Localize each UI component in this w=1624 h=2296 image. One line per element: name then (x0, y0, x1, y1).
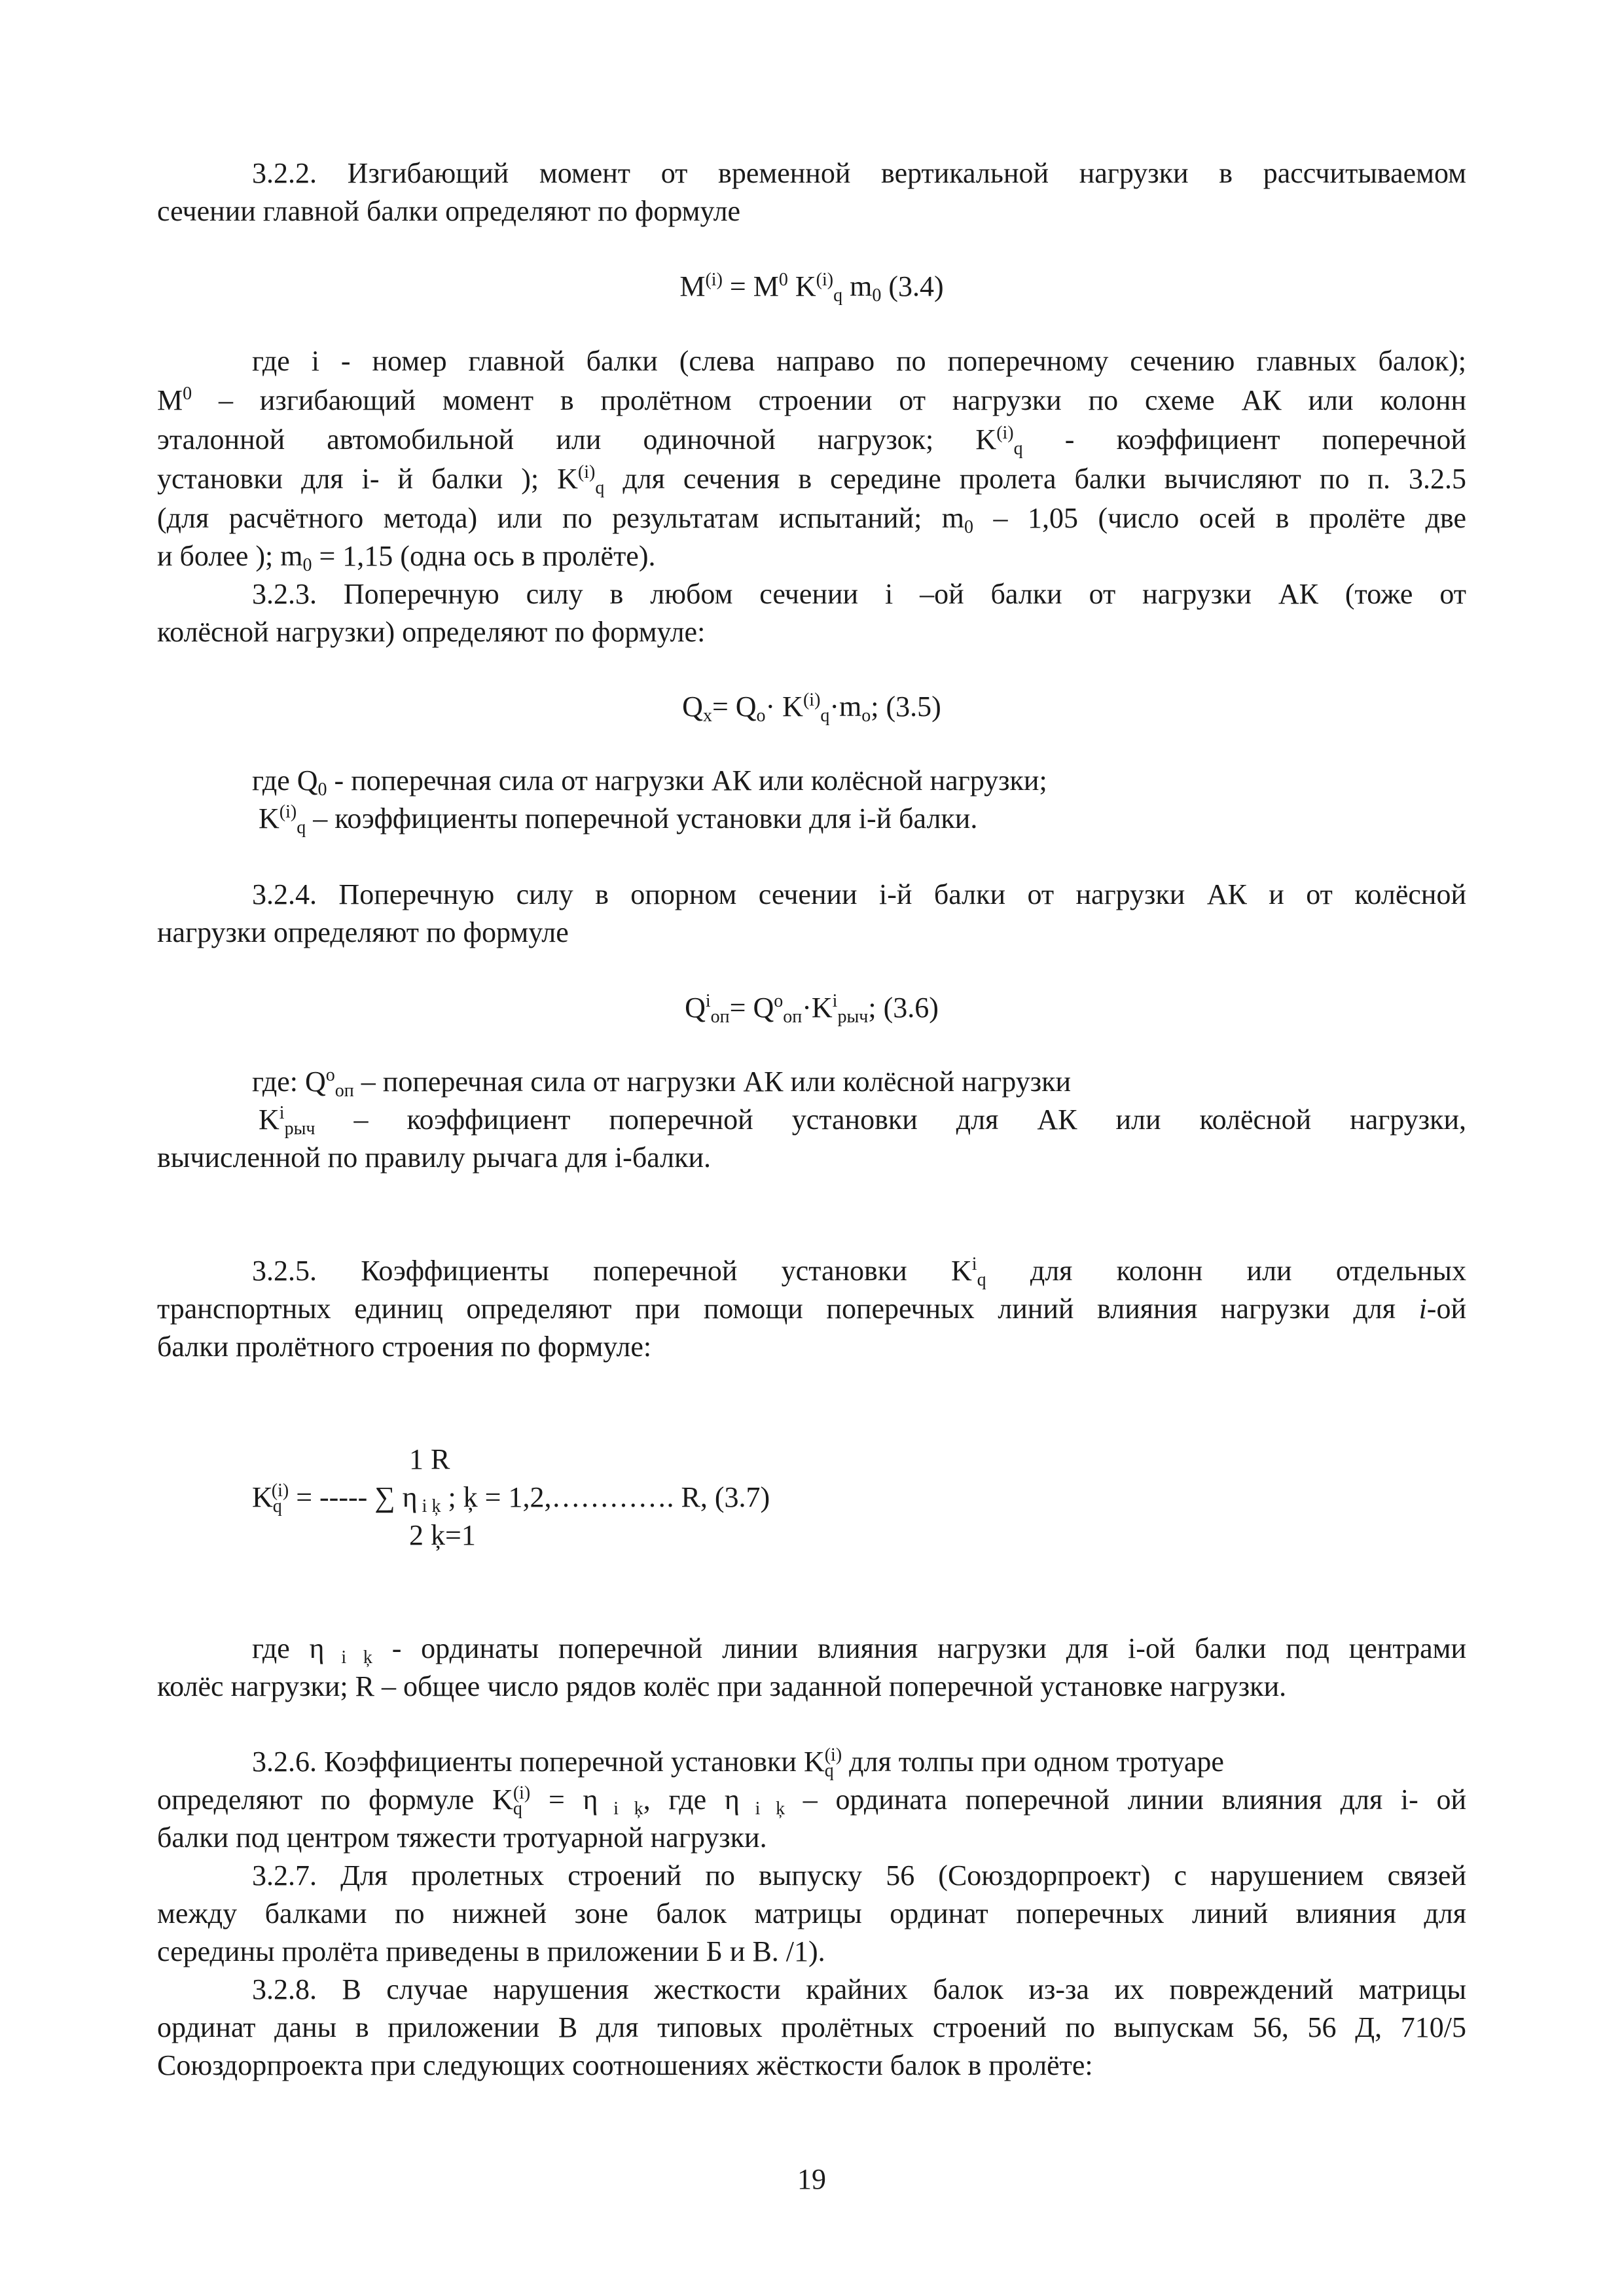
subscript: q (297, 817, 306, 838)
paragraph-3-2-2-line-1: 3.2.2. Изгибающий момент от временной вертикальной нагрузки в рассчитываемом (252, 157, 1466, 189)
subscript: i ķ (324, 1647, 372, 1668)
where-3-5-line-2 (259, 799, 977, 838)
superscript: 0 (778, 270, 788, 290)
text-run: ·K (802, 992, 833, 1024)
subscript: o (861, 706, 871, 726)
text-run: для сечения в середине пролета балки вычисляют по п. 3.2.5 (604, 463, 1466, 495)
text-run: и более ); m (157, 540, 303, 572)
text-run: ; ķ = 1,2,…………. R, (3.7) (441, 1481, 770, 1513)
subscript: q (595, 478, 605, 498)
text-run: Q (685, 992, 706, 1024)
subscript: оп (783, 1007, 803, 1027)
subscript: q (833, 285, 843, 306)
where-3-5-line-1 (252, 761, 1047, 800)
paragraph-3-2-5-line-1 (252, 1251, 1466, 1291)
where-3-4-line-1: где i - номер главной балки (слева направо по поперечному сечению главных балок); (252, 345, 1466, 377)
subscript: i ķ (417, 1496, 441, 1516)
text-run: эталонной автомобильной или одиночной нагрузок; K (157, 423, 997, 456)
formula-3-7 (252, 1478, 770, 1517)
text-run: ; (3.5) (871, 691, 941, 723)
where-3-7-line-1 (252, 1629, 1466, 1668)
subscript: q (513, 1799, 522, 1819)
superscript: (i) (705, 270, 723, 290)
subscript: q (820, 706, 830, 726)
text-run: K (259, 802, 280, 834)
text-run: -ой (1426, 1293, 1466, 1325)
paragraph-3-2-3-line-1: 3.2.3. Поперечную силу в любом сечении i –ой балки от нагрузки АК (тоже от (252, 578, 1466, 610)
subscript: o (756, 706, 766, 726)
paragraph-3-2-8-line-3: Союздорпроекта при следующих соотношениях жёсткости балок в пролёте: (157, 2049, 1093, 2081)
paragraph-3-2-7-line-1: 3.2.7. Для пролетных строений по выпуску 56 (Союздорпроект) с нарушением связей (252, 1859, 1466, 1892)
subscript: рыч (284, 1119, 316, 1139)
superscript: o (774, 991, 784, 1011)
superscript: i (705, 991, 711, 1011)
paragraph-3-2-5-line-2 (157, 1289, 1466, 1329)
text-run: K (252, 1481, 273, 1513)
subscript: q (824, 1761, 834, 1781)
superscript: (i) (996, 423, 1014, 443)
text-run: (3.4) (881, 270, 944, 302)
subscript: 0 (302, 555, 312, 575)
text-run: ; (3.6) (868, 992, 939, 1024)
text-run: , где η (643, 1784, 740, 1816)
superscript: (i) (513, 1783, 531, 1803)
formula-3-6 (157, 988, 1466, 1028)
where-3-4-line-4 (157, 459, 1466, 499)
text-run: – 1,05 (число осей в пролёте две (973, 502, 1466, 534)
text-run: где η (252, 1632, 325, 1664)
subscript: оп (710, 1007, 730, 1027)
text-run: (для расчётного метода) или по результатам испытаний; m (157, 502, 965, 534)
text-run: K (259, 1103, 280, 1136)
subscript: i ķ (598, 1799, 643, 1819)
where-3-6-line-2 (259, 1100, 1466, 1139)
text-run: = M (722, 270, 779, 302)
where-3-4-line-6 (157, 537, 1466, 576)
subscript: q (977, 1270, 986, 1290)
subscript: q (272, 1496, 282, 1516)
text-run: – коэффициенты поперечной установки для i-й балки. (306, 802, 978, 834)
superscript: (i) (577, 462, 596, 482)
subscript: x (702, 706, 712, 726)
paragraph-3-2-7-line-3: середины пролёта приведены в приложении Б и В. /1). (157, 1935, 825, 1967)
superscript: i (971, 1254, 977, 1274)
text-run: определяют по формуле K (157, 1784, 513, 1816)
text-run: ·m (829, 691, 862, 723)
text-run: – поперечная сила от нагрузки АК или колёсной нагрузки (353, 1066, 1072, 1098)
paragraph-3-2-6-line-2 (157, 1780, 1466, 1820)
text-run: = η (530, 1784, 598, 1816)
subscript: 0 (964, 517, 974, 537)
text-run: – коэффициент поперечной установки для АК или колёсной нагрузки, (315, 1103, 1466, 1136)
subscript: 0 (872, 285, 882, 306)
text-run: 3.2.6. Коэффициенты поперечной установки K (252, 1746, 825, 1778)
page-number: 19 (797, 2163, 826, 2195)
superscript: 0 (183, 384, 192, 404)
subscript: q (1013, 439, 1023, 459)
formula-3-7-lower-limit: 2 ķ=1 (409, 1519, 476, 1551)
subscript: оп (334, 1081, 354, 1101)
paragraph-3-2-4-line-1: 3.2.4. Поперечную силу в опорном сечении i-й балки от нагрузки АК и от колёсной (252, 878, 1466, 910)
text-run: для колонн или отдельных (986, 1255, 1466, 1287)
text-run: – ордината поперечной линии влияния для i- ой (785, 1784, 1467, 1816)
text-run: для толпы при одном тротуаре (842, 1746, 1224, 1778)
superscript: (i) (803, 690, 821, 710)
text-run: где: Q (252, 1066, 326, 1098)
text-run: = 1,15 (одна ось в пролёте). (312, 540, 656, 572)
paragraph-3-2-6-line-1 (252, 1742, 1224, 1782)
where-3-7-line-2: колёс нагрузки; R – общее число рядов колёс при заданной поперечной установке нагрузки. (157, 1670, 1287, 1702)
paragraph-3-2-8-line-1: 3.2.8. В случае нарушения жесткости крайних балок из-за их повреждений матрицы (252, 1973, 1466, 2005)
text-run: установки для i- й балки ); K (157, 463, 578, 495)
superscript: i (832, 991, 838, 1011)
text-run: - поперечная сила от нагрузки АК или колёсной нагрузки; (327, 764, 1047, 797)
paragraph-3-2-3-line-2: колёсной нагрузки) определяют по формуле: (157, 616, 706, 648)
text-run: - коэффициент поперечной (1022, 423, 1466, 456)
formula-3-5 (157, 687, 1466, 726)
text-run: транспортных единиц определяют при помощи поперечных линий влияния нагрузки для (157, 1293, 1419, 1325)
text-run: M (679, 270, 706, 302)
text-run: m (842, 270, 873, 302)
subscript: 0 (317, 780, 327, 800)
superscript: (i) (279, 802, 297, 822)
text-run: K (787, 270, 816, 302)
where-3-4-line-5 (157, 499, 1466, 538)
italic-text: i (1418, 1293, 1427, 1325)
text-run: Q (682, 691, 703, 723)
text-run: - ординаты поперечной линии влияния нагрузки для i-ой балки под центрами (372, 1632, 1467, 1664)
where-3-6-line-3: вычисленной по правилу рычага для i-балки. (157, 1141, 712, 1174)
formula-3-7-upper-limit: 1 R (409, 1443, 450, 1475)
subscript: i ķ (739, 1799, 785, 1819)
paragraph-3-2-6-line-3: балки под центром тяжести тротуарной нагрузки. (157, 1821, 767, 1854)
paragraph-3-2-7-line-2: между балками по нижней зоне балок матрицы ординат поперечных линий влияния для (157, 1897, 1466, 1929)
text-run: 3.2.5. Коэффициенты поперечной установки K (252, 1255, 972, 1287)
text-run: = Q (712, 691, 757, 723)
paragraph-3-2-4-line-2: нагрузки определяют по формуле (157, 916, 569, 948)
text-run: = Q (729, 992, 774, 1024)
paragraph-3-2-5-line-3: балки пролётного строения по формуле: (157, 1331, 652, 1363)
superscript: (i) (271, 1480, 289, 1501)
where-3-6-line-1 (252, 1062, 1071, 1102)
text-run: – изгибающий момент в пролётном строении от нагрузки по схеме АК или колонн (192, 384, 1466, 416)
text-run: M (157, 384, 183, 416)
superscript: o (325, 1065, 335, 1085)
text-run: где Q (252, 764, 318, 797)
subscript: рыч (837, 1007, 869, 1027)
text-run: · K (765, 691, 803, 723)
paragraph-3-2-8-line-2: ординат даны в приложении В для типовых пролётных строений по выпускам 56, 56 Д, 710/5 (157, 2011, 1466, 2043)
where-3-4-line-3 (157, 420, 1466, 459)
superscript: i (279, 1103, 285, 1123)
text-run: = ----- ∑ η (289, 1481, 418, 1513)
formula-3-4 (157, 267, 1466, 306)
superscript: (i) (824, 1745, 842, 1765)
paragraph-3-2-2-line-2: сечении главной балки определяют по формуле (157, 195, 741, 227)
superscript: (i) (816, 270, 834, 290)
where-3-4-line-2 (157, 381, 1466, 420)
